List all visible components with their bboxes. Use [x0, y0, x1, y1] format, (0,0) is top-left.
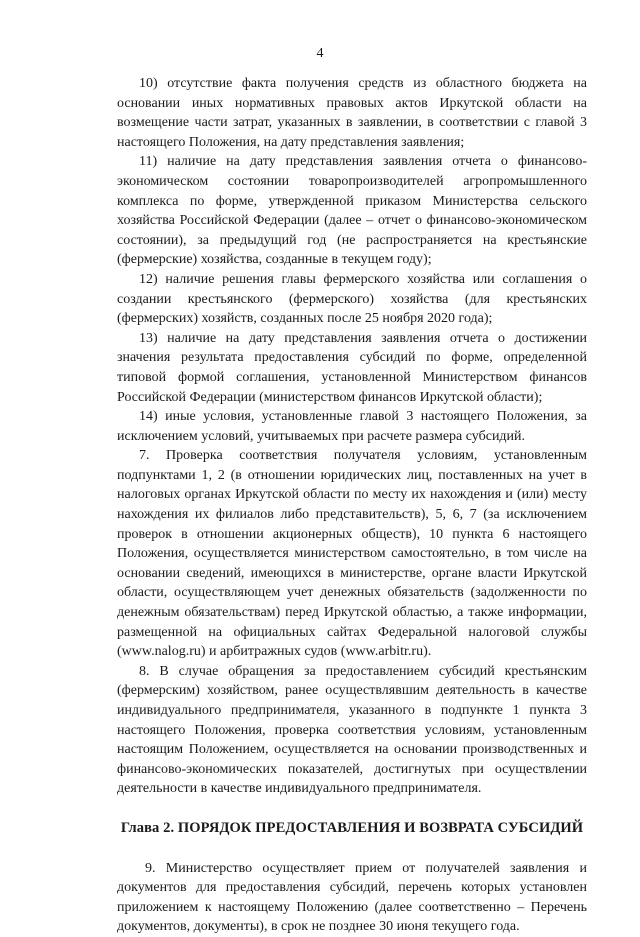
- document-body: [117, 74, 587, 937]
- chapter-heading: Глава 2. ПОРЯДОК ПРЕДОСТАВЛЕНИЯ И ВОЗВРАТА СУБСИДИЙ: [120, 819, 584, 836]
- paragraph-item-12: 12) наличие решения главы фермерского хозяйства или соглашения о создании крестьянского (фермерского) хозяйства (для крестьянских (фермерских) хозяйств, созданных после 25 ноября 2020 года);: [117, 271, 587, 327]
- paragraph-clause-8: 8. В случае обращения за предоставлением субсидий крестьянским (фермерским) хозяйством, ранее осуществлявшим деятельность в качестве индивидуального предпринимателя, указанного в подпункте 1 пункта 3 настоящего Положения, проверка соответствия условиям, установленным настоящим Положением, осуществляется на основании производственных и финансово-экономических показателей, достигнутых при осуществлении деятельности в качестве индивидуального предпринимателя.: [117, 663, 587, 797]
- paragraph-clause-9: 9. Министерство осуществляет прием от получателей заявления и документов для предоставления субсидий, перечень которых установлен приложением к настоящему Положению (далее соответственно – Перечень документов, документы), в срок не позднее 30 июня текущего года.: [117, 860, 587, 935]
- paragraph-item-11: 11) наличие на дату представления заявления отчета о финансово-экономическом состоянии товаропроизводителей агропромышленного комплекса по форме, утвержденной приказом Министерства сельского хозяйства Российской Федерации (далее – отчет о финансово-экономическом состоянии), за предыдущий год (не распространяется на крестьянские (фермерские) хозяйства, созданные в текущем году);: [117, 154, 587, 268]
- page-number: 4: [316, 46, 324, 61]
- paragraph-clause-7: 7. Проверка соответствия получателя условиям, установленным подпунктами 1, 2 (в отношении юридических лиц, поставленных на учет в налоговых органах Иркутской области по месту их нахождения и (или) месту нахождения их филиалов либо представительств), 5, 6, 7 (за исключением проверок в отношении акционерных обществ), 10 пункта 6 настоящего Положения, осуществляется министерством самостоятельно, в том числе на основании сведений, имеющихся в министерстве, органе власти Иркутской области, осуществляющем учет денежных обязательств (задолженности по денежным обязательствам) перед Иркутской областью, а также информации, размещенной на официальных сайтах Федеральной налоговой службы (www.nalog.ru) и арбитражных судов (www.arbitr.ru).: [117, 448, 587, 660]
- paragraph-item-13: 13) наличие на дату представления заявления отчета о достижении значения результата предоставления субсидий по форме, определенной типовой формой соглашения, установленной Министерством финансов Российской Федерации (министерством финансов Иркутской области);: [117, 330, 587, 405]
- paragraph-item-10: 10) отсутствие факта получения средств из областного бюджета на основании иных нормативных правовых актов Иркутской области на возмещение части затрат, указанных в заявлении, в соответствии с главой 3 настоящего Положения, на дату представления заявления;: [117, 76, 587, 150]
- paragraph-item-14: 14) иные условия, установленные главой 3 настоящего Положения, за исключением условий, учитываемых при расчете размера субсидий.: [117, 409, 587, 444]
